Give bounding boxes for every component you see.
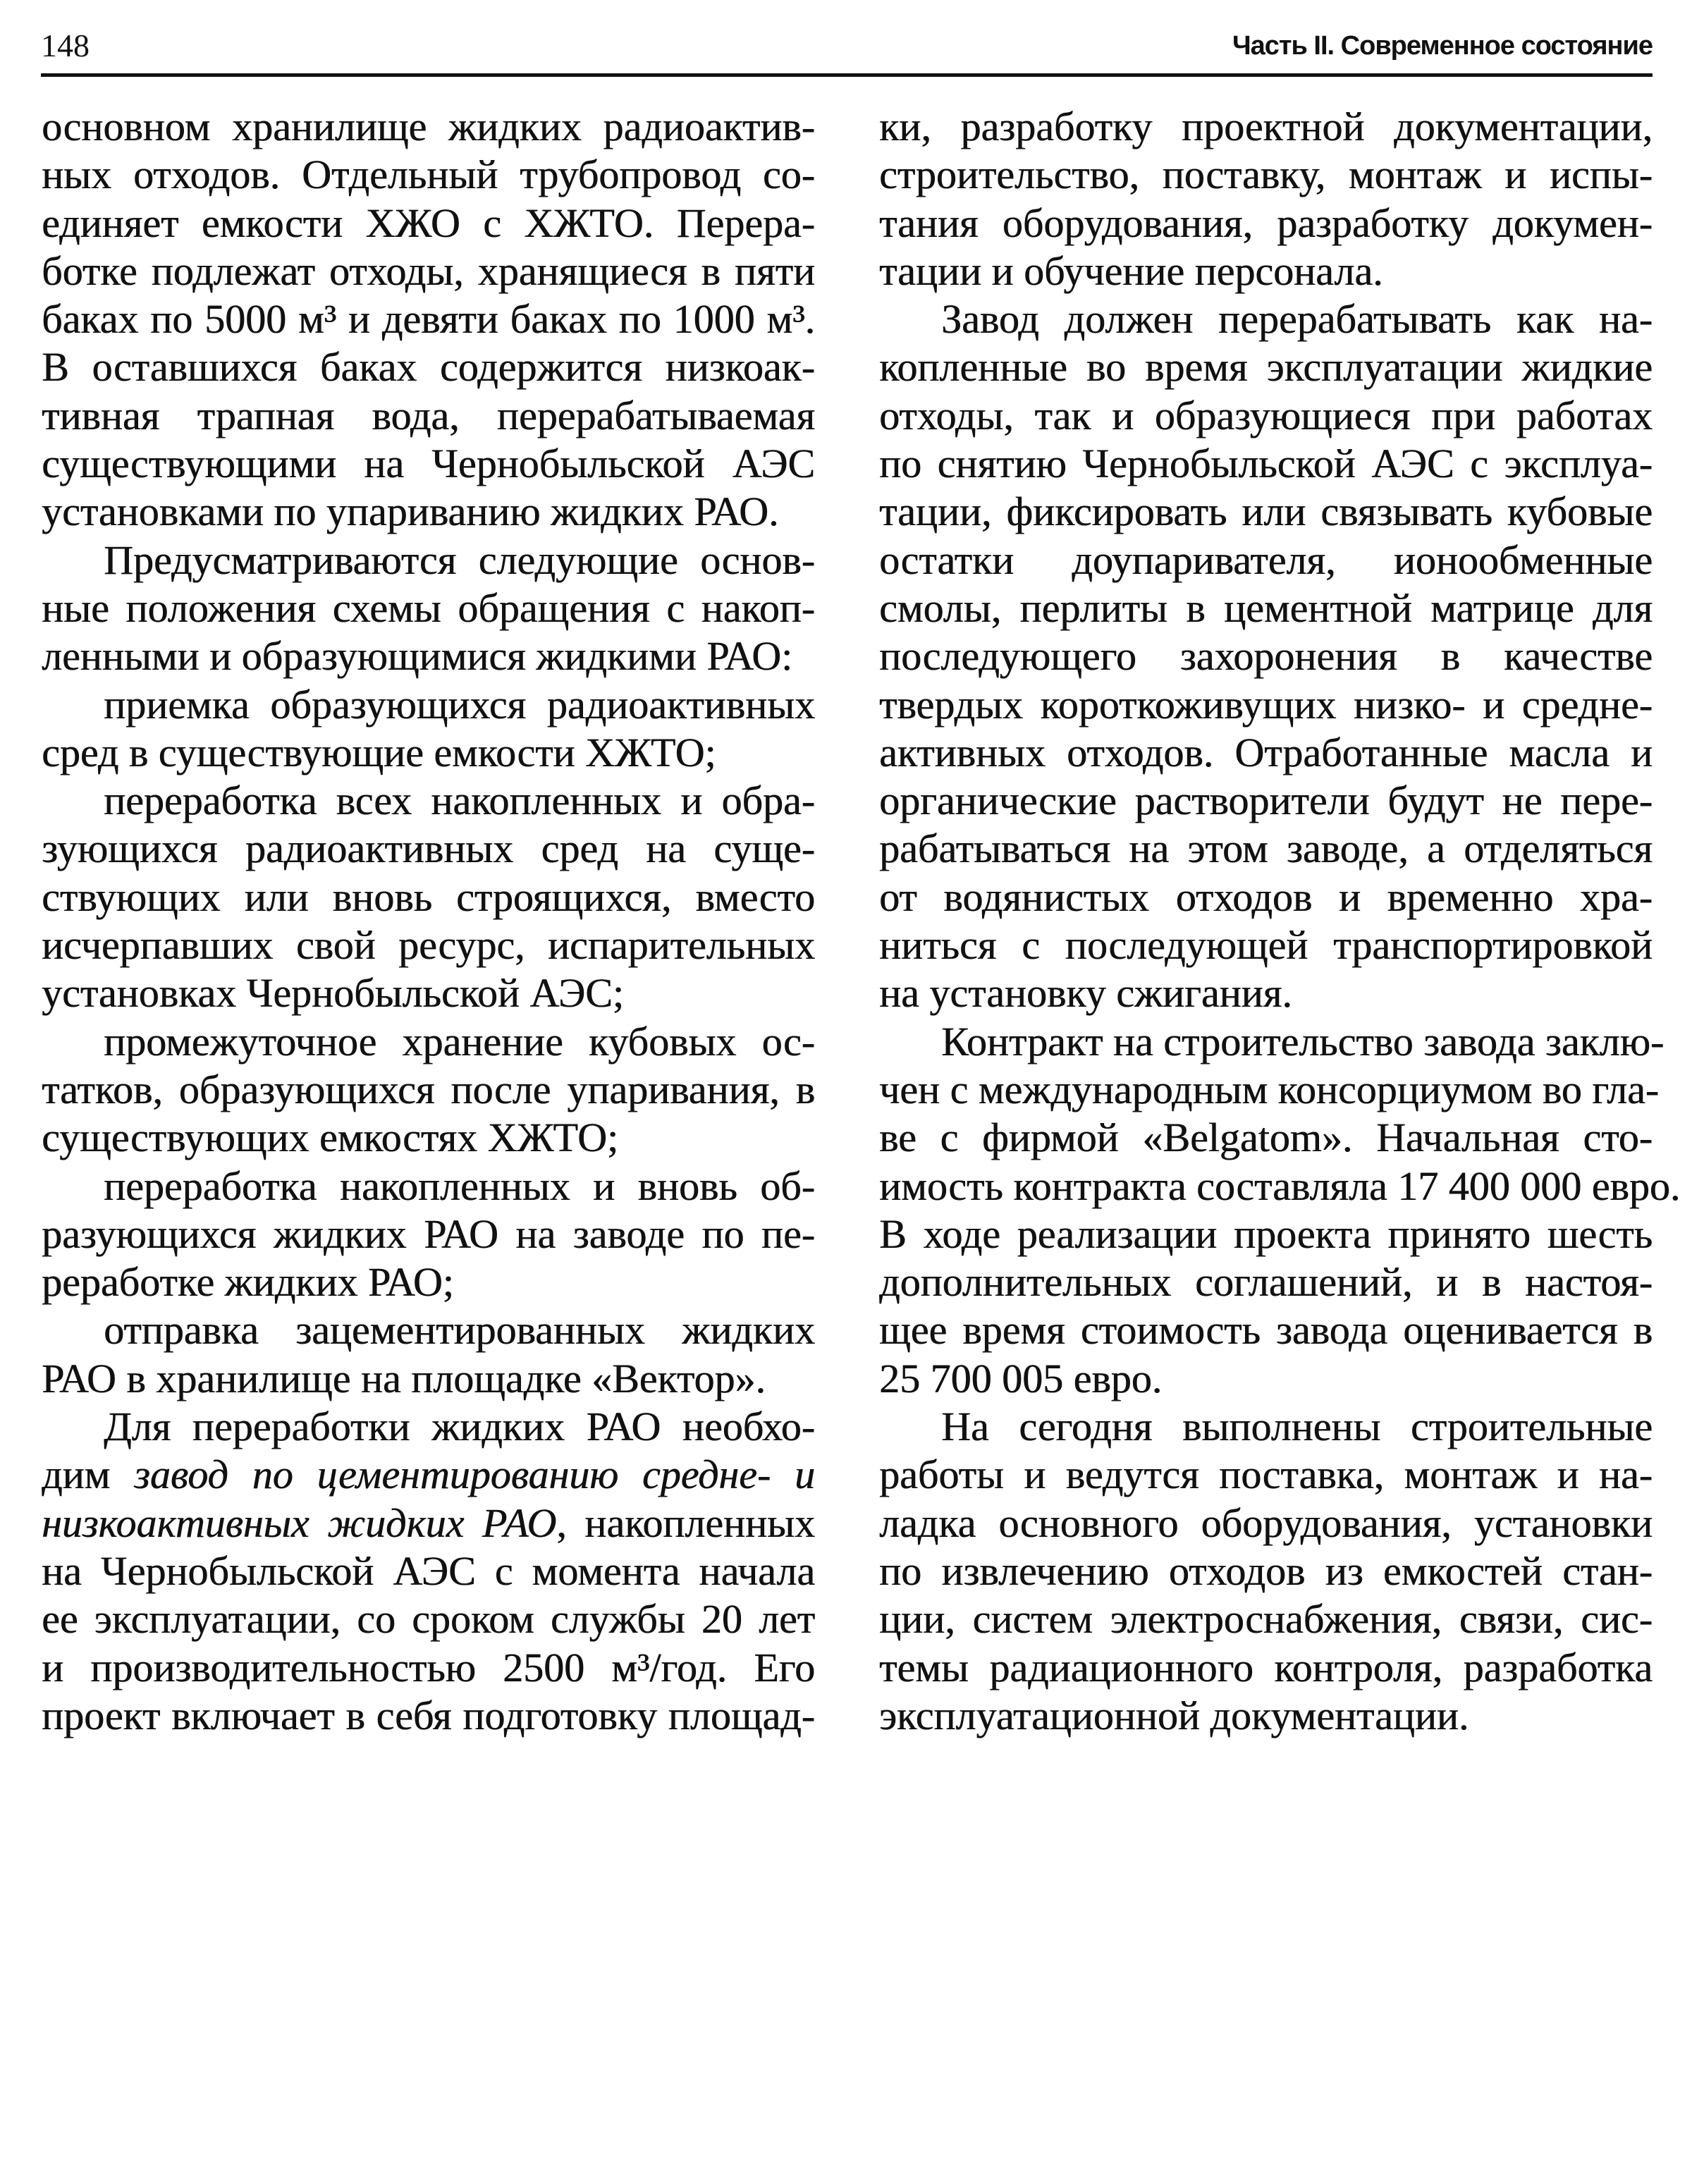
text-line — [42, 343, 815, 391]
text-line — [879, 1018, 1665, 1066]
text-segment: чен с международным консорциумом во гла- — [879, 1066, 1660, 1112]
text-segment: на установку сжигания. — [879, 970, 1292, 1017]
text-line — [879, 584, 1653, 632]
text-segment: переработка всех накопленных и обра- — [104, 778, 815, 824]
text-segment: рабатываться на этом заводе, а отделяться — [879, 826, 1653, 872]
text-segment: по снятию Чернобыльской АЭС с эксплуа- — [879, 441, 1653, 487]
text-line — [42, 1499, 815, 1547]
text-segment: ки, разработку проектной документации, — [879, 104, 1653, 149]
text-segment: имость контракта составляла 17 400 000 евро. — [879, 1162, 1681, 1209]
text-segment: единяет емкости ХЖО с ХЖТО. Перера- — [42, 200, 815, 246]
text-line — [42, 584, 815, 632]
text-line — [879, 1595, 1653, 1643]
page-number: 148 — [41, 27, 90, 63]
text-segment: ее эксплуатации, со сроком службы 20 лет — [42, 1596, 815, 1643]
text-segment: На сегодня выполнены строительные — [941, 1404, 1653, 1450]
text-line — [879, 1644, 1653, 1692]
text-segment: последующего захоронения в качестве — [879, 633, 1653, 680]
text-segment: приемка образующихся радиоактивных — [104, 681, 815, 728]
text-line — [42, 777, 815, 825]
text-line — [879, 1451, 1653, 1499]
text-segment: промежуточное хранение кубовых ос- — [104, 1018, 815, 1065]
text-segment: отправка зацементированных жидких — [104, 1307, 815, 1354]
text-line — [879, 1210, 1653, 1258]
text-line — [879, 1547, 1653, 1595]
text-segment: баках по 5000 м³ и девяти баках по 1000 м³. — [42, 296, 815, 343]
text-segment: ных отходов. Отдельный трубопровод со- — [42, 152, 815, 198]
text-line — [879, 969, 1653, 1017]
text-line — [879, 1114, 1653, 1162]
text-line — [42, 536, 815, 584]
text-segment: 25 700 005 евро. — [879, 1355, 1163, 1401]
text-line — [879, 1066, 1660, 1114]
text-segment: по извлечению отходов из емкостей стан- — [879, 1547, 1653, 1594]
text-segment: щее время стоимость завода оценивается в — [879, 1307, 1653, 1354]
text-line — [879, 488, 1653, 536]
text-line — [879, 1692, 1653, 1740]
text-segment: татков, образующихся после упаривания, в — [42, 1066, 815, 1112]
text-segment: тивная трапная вода, перерабатываемая — [42, 392, 815, 438]
text-segment: от водянистых отходов и временно хра- — [879, 873, 1653, 920]
text-segment: тания оборудования, разработку докумен- — [879, 200, 1653, 246]
text-segment: основном хранилище жидких радиоактив- — [42, 104, 815, 149]
text-line — [42, 1018, 815, 1066]
text-line — [42, 969, 815, 1017]
text-line — [42, 825, 815, 873]
text-segment: ствующих или вновь строящихся, вместо — [42, 873, 815, 920]
text-segment: остатки доупаривателя, ионообменные — [879, 536, 1653, 583]
text-line — [42, 1644, 815, 1692]
text-line — [42, 1403, 815, 1451]
text-segment: тации и обучение персонала. — [879, 247, 1383, 294]
text-segment: Контракт на строительство завода заклю- — [941, 1018, 1665, 1065]
text-line — [879, 777, 1653, 825]
text-segment: переработка накопленных и вновь об- — [104, 1162, 815, 1209]
text-segment: Завод должен перерабатывать как на- — [941, 296, 1653, 343]
right-column — [879, 103, 1681, 1740]
text-line — [42, 1258, 815, 1306]
text-segment: установками по упариванию жидких РАО. — [42, 489, 779, 535]
text-line — [879, 873, 1653, 921]
left-column — [42, 103, 815, 1740]
text-segment: реработке жидких РАО; — [42, 1259, 454, 1306]
text-line — [42, 1547, 815, 1595]
text-line — [879, 343, 1653, 391]
text-segment: активных отходов. Отработанные масла и — [879, 729, 1653, 775]
text-segment: зующихся радиоактивных сред на суще- — [42, 826, 815, 872]
text-line — [879, 1258, 1653, 1306]
text-line — [42, 247, 815, 295]
text-segment: ции, систем электроснабжения, связи, сис- — [879, 1596, 1653, 1643]
text-segment: ладка основного оборудования, установки — [879, 1499, 1653, 1546]
text-segment: строительство, поставку, монтаж и испы- — [879, 152, 1653, 198]
text-line — [879, 921, 1653, 969]
text-line — [42, 1306, 815, 1354]
text-segment: дополнительных соглашений, и в настоя- — [879, 1259, 1653, 1306]
text-segment: ленными и образующимися жидкими РАО: — [42, 633, 793, 680]
text-segment: работы и ведутся поставка, монтаж и на- — [879, 1452, 1653, 1498]
text-segment: тации, фиксировать или связывать кубовые — [879, 489, 1653, 535]
text-line — [42, 873, 815, 921]
text-segment: и производительностью 2500 м³/год. Его — [42, 1644, 815, 1691]
text-segment: РАО в хранилище на площадке «Вектор». — [42, 1355, 766, 1401]
text-segment: разующихся жидких РАО на заводе по пе- — [42, 1210, 815, 1257]
text-segment: исчерпавших свой ресурс, испарительных — [42, 922, 815, 969]
text-segment: Для переработки жидких РАО необхо- — [104, 1404, 815, 1450]
text-segment: ве с фирмой «Belgatom». Начальная сто- — [879, 1115, 1653, 1161]
text-segment: существующих емкостях ХЖТО; — [42, 1115, 619, 1161]
text-line — [42, 1114, 815, 1162]
text-segment: твердых короткоживущих низко- и средне- — [879, 681, 1653, 728]
text-line — [42, 1355, 815, 1403]
text-segment: сред в существующие емкости ХЖТО; — [42, 729, 716, 775]
text-line — [879, 1162, 1681, 1210]
text-line — [42, 200, 815, 247]
text-line — [42, 488, 815, 536]
text-line — [879, 1499, 1653, 1547]
text-line — [42, 151, 815, 199]
text-line — [879, 1306, 1653, 1354]
text-segment: существующими на Чернобыльской АЭС — [42, 441, 815, 487]
text-segment: темы радиационного контроля, разработка — [879, 1644, 1653, 1691]
text-line — [879, 729, 1653, 777]
header-rule — [41, 73, 1653, 77]
text-line — [879, 1355, 1653, 1403]
text-segment: , накопленных — [556, 1499, 815, 1546]
running-title: Часть II. Современное состояние — [1232, 31, 1653, 61]
text-line — [42, 392, 815, 440]
text-line — [42, 1451, 815, 1499]
italic-term: завод по цементированию средне- и — [134, 1452, 815, 1498]
text-line — [42, 632, 815, 680]
text-line — [42, 440, 815, 488]
text-segment: ботке подлежат отходы, хранящиеся в пяти — [42, 247, 815, 294]
text-line — [42, 1162, 815, 1210]
text-line — [879, 681, 1653, 729]
text-line — [879, 536, 1653, 584]
text-line — [879, 103, 1653, 151]
text-line — [42, 1210, 815, 1258]
text-segment: органические растворители будут не пере- — [879, 778, 1653, 824]
text-line — [42, 1595, 815, 1643]
text-segment: дим — [42, 1452, 135, 1498]
text-line — [879, 392, 1653, 440]
text-line — [42, 921, 815, 969]
text-line — [879, 200, 1653, 247]
text-line — [879, 151, 1653, 199]
text-line — [879, 632, 1653, 680]
text-line — [42, 103, 815, 151]
text-line — [42, 729, 815, 777]
text-segment: ниться с последующей транспортировкой — [879, 922, 1653, 969]
text-segment: Предусматриваются следующие основ- — [104, 536, 815, 583]
text-segment: ные положения схемы обращения с накоп- — [42, 584, 815, 631]
text-segment: на Чернобыльской АЭС с момента начала — [42, 1547, 815, 1594]
text-segment: установках Чернобыльской АЭС; — [42, 970, 624, 1017]
text-line — [879, 295, 1653, 343]
text-line — [42, 1066, 815, 1114]
text-line — [879, 247, 1653, 295]
text-line — [879, 1403, 1653, 1451]
text-segment: копленные во время эксплуатации жидкие — [879, 344, 1653, 391]
text-line — [879, 440, 1653, 488]
text-segment: смолы, перлиты в цементной матрице для — [879, 584, 1653, 631]
text-segment: В ходе реализации проекта принято шесть — [879, 1210, 1653, 1257]
italic-term: низкоактивных жидких РАО — [42, 1499, 557, 1546]
text-line — [42, 681, 815, 729]
text-segment: отходы, так и образующиеся при работах — [879, 392, 1653, 438]
text-line — [42, 1692, 815, 1740]
text-segment: эксплуатационной документации. — [879, 1692, 1469, 1738]
text-segment: В оставшихся баках содержится низкоак- — [42, 344, 815, 391]
text-segment: проект включает в себя подготовку площад- — [42, 1692, 815, 1738]
text-line — [879, 825, 1653, 873]
text-line — [42, 295, 815, 343]
